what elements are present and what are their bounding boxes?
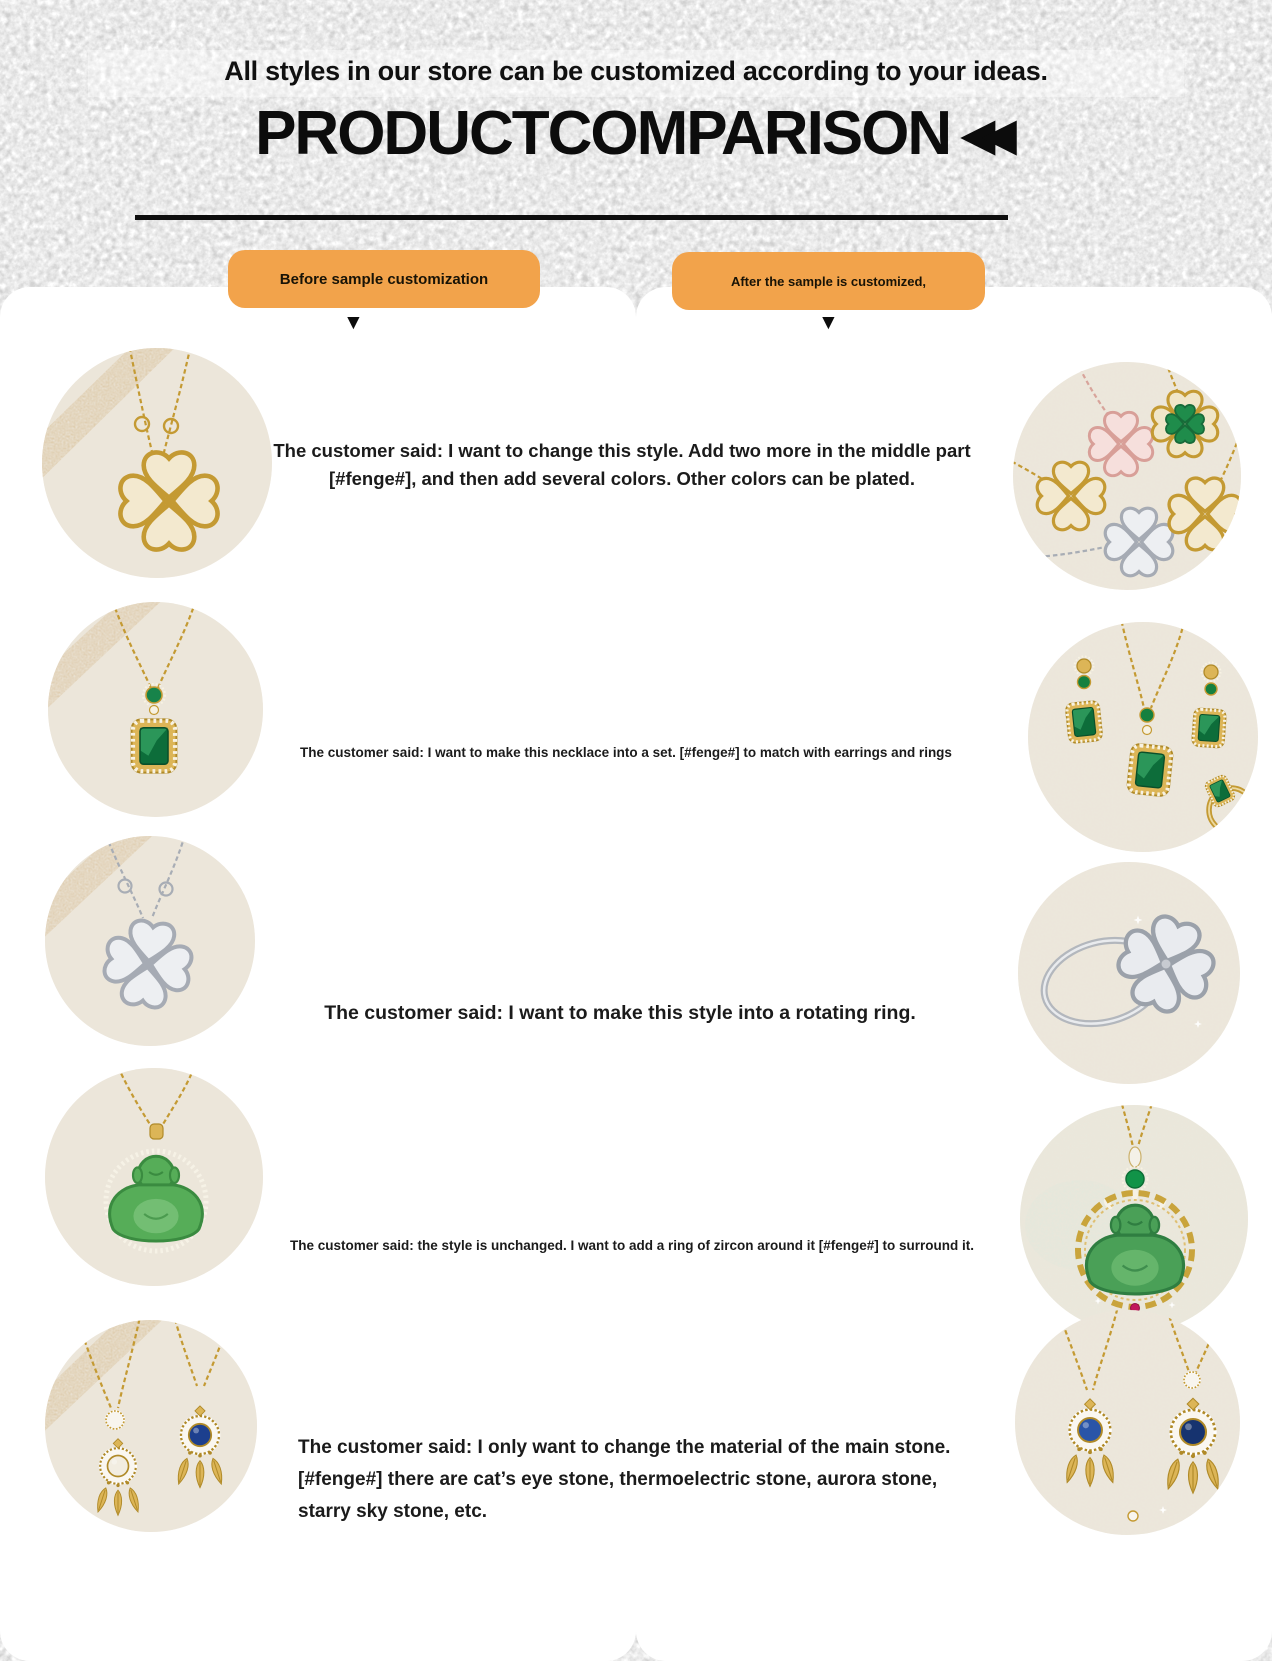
customer-quote-row2: The customer said: I want to make this necklace into a set. [#fenge#] to match with earrings and rings <box>300 745 952 760</box>
customer-quote-row1: The customer said: I want to change this style. Add two more in the middle part [#fenge#], and then add several colors. Other colors can be plated. <box>273 440 971 489</box>
after-header-label: After the sample is customized, <box>730 273 927 289</box>
jade-buddha-zircon-frame-image <box>1020 1105 1248 1333</box>
after-photo-row1 <box>1013 362 1241 590</box>
after-header-pill <box>672 252 985 310</box>
before-header-pill <box>228 250 540 308</box>
clover-necklaces-multicolor-image <box>1013 362 1241 590</box>
dreamcatcher-necklaces-image <box>45 1320 257 1532</box>
emerald-necklace-image <box>48 602 263 817</box>
before-photo-row1 <box>42 348 272 578</box>
after-photo-row5 <box>1015 1310 1240 1535</box>
before-photo-row3 <box>45 836 255 1046</box>
divider-rule <box>135 215 1008 220</box>
jade-buddha-necklace-image <box>45 1068 263 1286</box>
dreamcatcher-necklaces-blue-image <box>1015 1310 1240 1535</box>
customer-quote-row4: The customer said: the style is unchanged. I want to add a ring of zircon around it [#fenge#] to surround it. <box>289 1238 975 1253</box>
before-photo-row5 <box>45 1320 257 1532</box>
clover-necklace-gold-image <box>42 348 272 578</box>
title-row <box>0 98 1272 169</box>
clover-necklace-silver-image <box>45 836 255 1046</box>
before-photo-row4 <box>45 1068 263 1286</box>
after-photo-row4 <box>1020 1105 1248 1333</box>
before-photo-row2 <box>48 602 263 817</box>
clover-ring-silver-image <box>1018 862 1240 1084</box>
emerald-set-image <box>1028 622 1258 852</box>
customer-quote-row5: The customer said: I only want to change the material of the main stone. [#fenge#] there are cat’s eye stone, thermoelectric stone, aurora stone, starry sky stone, etc. <box>298 1437 951 1522</box>
down-triangle-icon: ▼ <box>818 311 839 334</box>
down-triangle-icon: ▼ <box>343 311 364 334</box>
before-header-label: Before sample customization <box>279 270 489 288</box>
rewind-icon: ◀◀ <box>960 107 1003 160</box>
page-title: PRODUCTCOMPARISON <box>255 99 951 168</box>
headline: All styles in our store can be customized according to your ideas. <box>224 56 1048 86</box>
customer-quote-row3: The customer said: I want to make this style into a rotating ring. <box>324 1002 916 1024</box>
after-photo-row2 <box>1028 622 1258 852</box>
after-photo-row3 <box>1018 862 1240 1084</box>
